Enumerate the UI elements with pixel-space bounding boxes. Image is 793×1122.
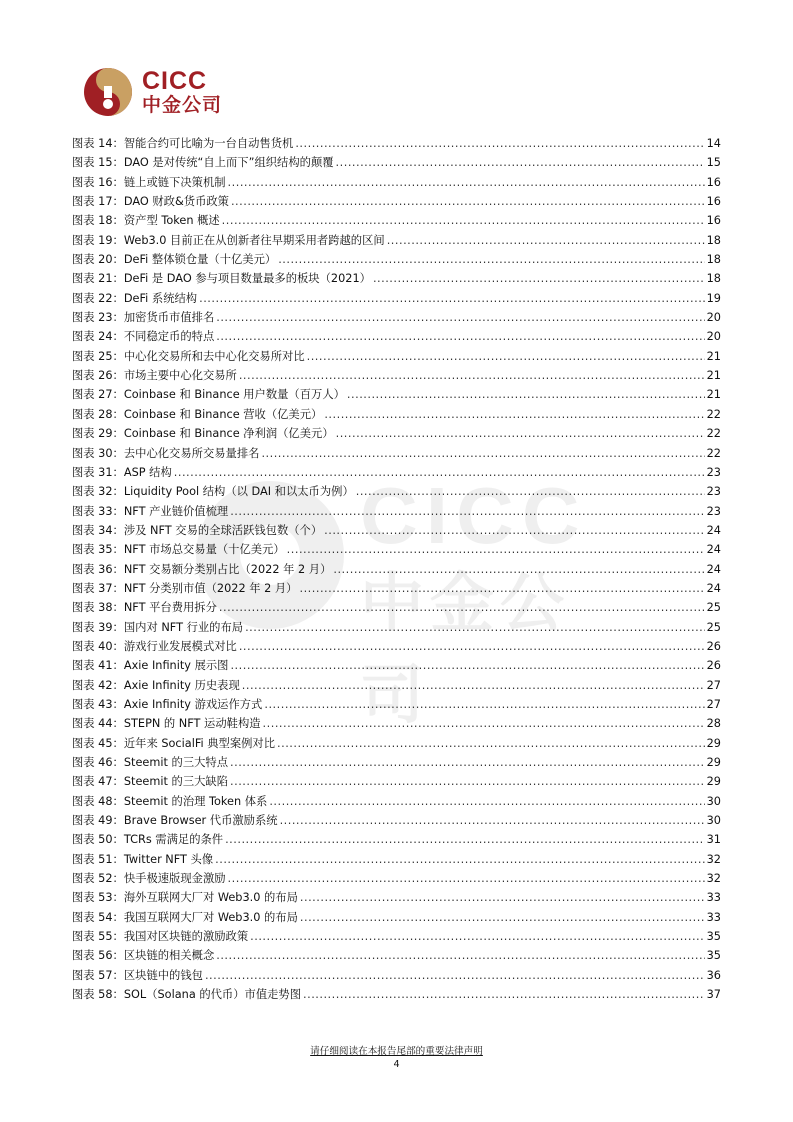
- toc-entry-title: Axie Infinity 历史表现: [123, 678, 240, 692]
- toc-entry-number: 图表 57：: [72, 968, 124, 982]
- toc-entry-page: 24: [706, 562, 721, 576]
- toc-entry-number: 图表 25：: [72, 349, 124, 363]
- toc-entry[interactable]: [72, 134, 721, 153]
- toc-leader-dots: [373, 269, 705, 288]
- toc-entry-number: 图表 29：: [72, 427, 124, 441]
- cicc-logo: [82, 66, 242, 120]
- toc-entry-title: DeFi 是 DAO 参与项目数量最多的板块（2021）: [123, 272, 371, 286]
- toc-entry[interactable]: [72, 772, 721, 791]
- toc-entry-page: 24: [706, 581, 721, 595]
- toc-entry-page: 26: [706, 659, 721, 673]
- toc-leader-dots: [263, 714, 705, 733]
- toc-entry-page: 35: [706, 949, 721, 963]
- toc-leader-dots: [216, 308, 704, 327]
- toc-entry-title: 智能合约可比喻为一台自动售货机: [123, 137, 294, 150]
- toc-entry[interactable]: [72, 231, 721, 250]
- page-number: 4: [393, 1059, 400, 1070]
- toc-entry-title: Steemit 的治理 Token 体系: [123, 794, 268, 808]
- toc-entry-page: 22: [706, 427, 721, 441]
- toc-entry-title: NFT 平台费用拆分: [123, 601, 217, 615]
- toc-entry-number: 图表 54：: [72, 910, 124, 924]
- toc-entry-number: 图表 40：: [72, 639, 124, 653]
- toc-leader-dots: [225, 830, 705, 849]
- toc-entry[interactable]: [72, 405, 721, 424]
- toc-entry-title: NFT 产业链价值梳理: [123, 504, 229, 518]
- toc-entry-page: 16: [706, 175, 721, 189]
- toc-entry-title: 游戏行业发展模式对比: [123, 639, 237, 653]
- toc-entry-number: 图表 37：: [72, 581, 124, 595]
- toc-leader-dots: [242, 676, 705, 695]
- toc-entry-number: 图表 19：: [72, 233, 124, 247]
- toc-leader-dots: [278, 250, 704, 269]
- toc-entry-page: 22: [706, 407, 721, 421]
- toc-entry-title: Steemit 的三大特点: [123, 756, 229, 769]
- toc-leader-dots: [174, 463, 705, 482]
- toc-entry[interactable]: [72, 211, 721, 230]
- toc-entry-page: 35: [706, 930, 721, 944]
- toc-entry[interactable]: [72, 946, 721, 965]
- toc-entry-number: 图表 27：: [72, 388, 124, 402]
- toc-entry-number: 图表 26：: [72, 369, 124, 383]
- toc-entry[interactable]: [72, 308, 721, 327]
- toc-entry-number: 图表 20：: [72, 253, 124, 267]
- toc-entry-title: Coinbase 和 Binance 用户数量（百万人）: [123, 388, 345, 402]
- toc-entry-number: 图表 18：: [72, 214, 124, 228]
- toc-entry-number: 图表 15：: [72, 156, 124, 170]
- toc-entry-title: 快手极速版现金激励: [123, 872, 226, 886]
- cicc-emblem-icon: [82, 66, 134, 118]
- toc-entry-title: 去中心化交易所交易量排名: [123, 446, 260, 460]
- toc-entry-number: 图表 42：: [72, 678, 124, 692]
- toc-leader-dots: [307, 347, 705, 366]
- toc-entry-title: Twitter NFT 头像: [123, 852, 214, 866]
- toc-entry-title: 近年来 SocialFi 典型案例对比: [123, 736, 276, 750]
- toc-entry-page: 14: [706, 137, 721, 150]
- toc-entry-page: 20: [706, 330, 721, 344]
- toc-entry-page: 27: [706, 678, 721, 692]
- toc-entry-title: 国内对 NFT 行业的布局: [123, 620, 244, 634]
- toc-leader-dots: [295, 134, 704, 153]
- toc-leader-dots: [299, 579, 704, 598]
- toc-entry[interactable]: [72, 424, 721, 443]
- toc-entry-title: 链上或链下决策机制: [123, 175, 226, 189]
- toc-entry[interactable]: [72, 676, 721, 695]
- toc-leader-dots: [300, 888, 705, 907]
- toc-entry-page: 23: [706, 485, 721, 499]
- toc-entry-title: 加密货币市值排名: [123, 311, 215, 325]
- toc-leader-dots: [219, 598, 705, 617]
- toc-entry-page: 30: [706, 814, 721, 828]
- toc-entry-page: 27: [706, 697, 721, 711]
- toc-leader-dots: [230, 656, 704, 675]
- toc-leader-dots: [230, 502, 704, 521]
- toc-entry-title: SOL（Solana 的代币）市值走势图: [123, 988, 302, 1002]
- toc-entry[interactable]: [72, 250, 721, 269]
- toc-entry[interactable]: [72, 482, 721, 501]
- toc-entry[interactable]: [72, 753, 721, 772]
- toc-entry-number: 图表 38：: [72, 601, 124, 615]
- logo-text-cn: 中金公司: [142, 94, 223, 116]
- toc-leader-dots: [336, 424, 705, 443]
- toc-entry-page: 24: [706, 523, 721, 537]
- toc-entry[interactable]: [72, 850, 721, 869]
- toc-leader-dots: [205, 966, 705, 985]
- toc-entry-page: 19: [706, 291, 721, 305]
- toc-leader-dots: [231, 192, 705, 211]
- toc-entry-title: 中心化交易所和去中心化交易所对比: [123, 349, 305, 363]
- toc-leader-dots: [245, 618, 705, 637]
- toc-entry[interactable]: [72, 173, 721, 192]
- toc-entry[interactable]: [72, 656, 721, 675]
- toc-entry-number: 图表 17：: [72, 195, 124, 209]
- toc-entry-page: 29: [706, 756, 721, 769]
- toc-entry-number: 图表 55：: [72, 930, 124, 944]
- toc-entry-page: 21: [706, 349, 721, 363]
- toc-entry-page: 18: [706, 233, 721, 247]
- toc-entry[interactable]: [72, 560, 721, 579]
- toc-leader-dots: [222, 211, 705, 230]
- toc-entry-number: 图表 23：: [72, 311, 124, 325]
- toc-entry-title: 市场主要中心化交易所: [123, 369, 237, 383]
- toc-entry-number: 图表 45：: [72, 736, 124, 750]
- toc-entry-title: 我国互联网大厂对 Web3.0 的布局: [123, 910, 298, 924]
- toc-entry-page: 29: [706, 736, 721, 750]
- toc-entry-page: 15: [706, 156, 721, 170]
- toc-entry[interactable]: [72, 695, 721, 714]
- toc-leader-dots: [239, 637, 705, 656]
- toc-entry-page: 31: [706, 833, 721, 847]
- toc-entry-number: 图表 43：: [72, 697, 124, 711]
- toc-entry-title: Liquidity Pool 结构（以 DAI 和以太币为例）: [123, 485, 354, 499]
- toc-leader-dots: [199, 289, 705, 308]
- toc-entry[interactable]: [72, 327, 721, 346]
- toc-entry-title: Coinbase 和 Binance 营收（亿美元）: [123, 407, 323, 421]
- toc-leader-dots: [239, 366, 705, 385]
- toc-entry[interactable]: [72, 811, 721, 830]
- toc-entry-title: DAO 财政&货币政策: [123, 195, 229, 209]
- toc-entry-number: 图表 21：: [72, 272, 124, 286]
- toc-entry-page: 21: [706, 388, 721, 402]
- logo-text-en: CICC: [142, 67, 208, 95]
- toc-entry-title: 海外互联网大厂对 Web3.0 的布局: [123, 891, 298, 905]
- toc-entry-page: 21: [706, 369, 721, 383]
- toc-entry[interactable]: [72, 734, 721, 753]
- toc-entry[interactable]: [72, 269, 721, 288]
- toc-leader-dots: [269, 792, 704, 811]
- toc-entry-title: DeFi 系统结构: [123, 291, 198, 305]
- toc-entry-page: 16: [706, 214, 721, 228]
- toc-entry-page: 36: [706, 968, 721, 982]
- toc-entry-title: 区块链的相关概念: [123, 949, 215, 963]
- toc-entry[interactable]: [72, 502, 721, 521]
- toc-leader-dots: [347, 385, 705, 404]
- toc-leader-dots: [264, 695, 704, 714]
- toc-entry-number: 图表 49：: [72, 814, 124, 828]
- toc-leader-dots: [228, 173, 705, 192]
- toc-entry-page: 37: [706, 988, 721, 1002]
- toc-entry-title: 涉及 NFT 交易的全球活跃钱包数（个）: [123, 523, 323, 537]
- toc-entry[interactable]: [72, 927, 721, 946]
- toc-entry[interactable]: [72, 985, 721, 1004]
- toc-entry-title: Web3.0 目前正在从创新者往早期采用者跨越的区间: [123, 233, 385, 247]
- toc-entry-page: 22: [706, 446, 721, 460]
- toc-entry[interactable]: [72, 192, 721, 211]
- toc-leader-dots: [216, 327, 704, 346]
- toc-leader-dots: [228, 869, 705, 888]
- toc-entry-title: 我国对区块链的激励政策: [123, 930, 249, 944]
- toc-entry-title: NFT 交易额分类别占比（2022 年 2 月）: [123, 562, 332, 576]
- toc-entry-title: STEPN 的 NFT 运动鞋构造: [123, 717, 261, 731]
- toc-entry-title: NFT 市场总交易量（十亿美元）: [123, 543, 285, 557]
- toc-entry-page: 26: [706, 639, 721, 653]
- toc-entry-number: 图表 51：: [72, 852, 124, 866]
- toc-entry-title: Brave Browser 代币激励系统: [123, 814, 278, 828]
- toc-leader-dots: [324, 521, 704, 540]
- toc-entry-number: 图表 58：: [72, 988, 124, 1002]
- toc-entry-page: 24: [706, 543, 721, 557]
- toc-entry-page: 25: [706, 620, 721, 634]
- toc-entry-page: 23: [706, 465, 721, 479]
- toc-entry-page: 18: [706, 253, 721, 267]
- toc-entry-number: 图表 16：: [72, 175, 124, 189]
- toc-entry[interactable]: [72, 888, 721, 907]
- toc-leader-dots: [215, 850, 704, 869]
- toc-entry-page: 32: [706, 872, 721, 886]
- toc-entry-number: 图表 44：: [72, 717, 124, 731]
- toc-entry-number: 图表 34：: [72, 523, 124, 537]
- toc-leader-dots: [261, 444, 704, 463]
- toc-entry-page: 28: [706, 717, 721, 731]
- toc-entry[interactable]: [72, 385, 721, 404]
- watermark-text-cn: 中金公司: [360, 567, 570, 733]
- toc-leader-dots: [230, 772, 705, 791]
- toc-entry-number: 图表 46：: [72, 756, 124, 769]
- toc-entry-number: 图表 47：: [72, 775, 124, 789]
- toc-entry-number: 图表 33：: [72, 504, 124, 518]
- toc-leader-dots: [277, 734, 705, 753]
- toc-entry-number: 图表 14：: [72, 137, 124, 150]
- toc-entry-number: 图表 32：: [72, 485, 124, 499]
- toc-leader-dots: [387, 231, 705, 250]
- toc-entry[interactable]: [72, 521, 721, 540]
- toc-entry-title: Steemit 的三大缺陷: [123, 775, 229, 789]
- toc-entry-number: 图表 48：: [72, 794, 124, 808]
- toc-entry-title: NFT 分类别市值（2022 年 2 月）: [123, 581, 298, 595]
- toc-entry-title: Coinbase 和 Binance 净利润（亿美元）: [123, 427, 334, 441]
- toc-entry-title: 区块链中的钱包: [123, 968, 203, 982]
- toc-leader-dots: [250, 927, 704, 946]
- toc-entry[interactable]: [72, 598, 721, 617]
- toc-entry[interactable]: [72, 618, 721, 637]
- toc-entry-number: 图表 35：: [72, 543, 124, 557]
- toc-entry-number: 图表 53：: [72, 891, 124, 905]
- table-of-figures: [72, 134, 721, 1004]
- toc-entry-number: 图表 39：: [72, 620, 124, 634]
- toc-entry-number: 图表 24：: [72, 330, 124, 344]
- toc-entry-page: 20: [706, 311, 721, 325]
- toc-entry-number: 图表 36：: [72, 562, 124, 576]
- toc-entry-number: 图表 52：: [72, 872, 124, 886]
- toc-entry[interactable]: [72, 579, 721, 598]
- toc-entry-number: 图表 30：: [72, 446, 124, 460]
- toc-entry-title: 资产型 Token 概述: [123, 214, 220, 228]
- toc-leader-dots: [356, 482, 705, 501]
- toc-entry[interactable]: [72, 792, 721, 811]
- toc-leader-dots: [324, 405, 704, 424]
- toc-entry-page: 25: [706, 601, 721, 615]
- toc-entry-page: 32: [706, 852, 721, 866]
- toc-entry[interactable]: [72, 463, 721, 482]
- toc-entry-title: DeFi 整体锁仓量（十亿美元）: [123, 253, 277, 267]
- toc-entry[interactable]: [72, 714, 721, 733]
- toc-entry-title: TCRs 需满足的条件: [123, 833, 224, 847]
- toc-entry-title: Axie Infinity 展示图: [123, 659, 229, 673]
- toc-entry-title: 不同稳定币的特点: [123, 330, 215, 344]
- toc-entry-number: 图表 28：: [72, 407, 124, 421]
- toc-leader-dots: [287, 540, 705, 559]
- toc-leader-dots: [216, 946, 704, 965]
- toc-entry-page: 33: [706, 891, 721, 905]
- toc-entry[interactable]: [72, 966, 721, 985]
- toc-entry[interactable]: [72, 289, 721, 308]
- toc-entry[interactable]: [72, 908, 721, 927]
- watermark-text-en: CICC: [360, 471, 588, 560]
- toc-entry-page: 23: [706, 504, 721, 518]
- toc-entry-number: 图表 56：: [72, 949, 124, 963]
- toc-entry[interactable]: [72, 540, 721, 559]
- toc-entry[interactable]: [72, 366, 721, 385]
- toc-entry-page: 29: [706, 775, 721, 789]
- toc-entry-number: 图表 22：: [72, 291, 124, 305]
- toc-entry-title: DAO 是对传统“自上而下”组织结构的颠覆: [123, 156, 334, 170]
- toc-entry[interactable]: [72, 869, 721, 888]
- toc-entry-title: Axie Infinity 游戏运作方式: [123, 697, 263, 711]
- toc-leader-dots: [336, 153, 705, 172]
- toc-entry[interactable]: [72, 637, 721, 656]
- toc-entry-number: 图表 31：: [72, 465, 124, 479]
- toc-leader-dots: [230, 753, 705, 772]
- toc-leader-dots: [280, 811, 705, 830]
- toc-entry-number: 图表 50：: [72, 833, 124, 847]
- toc-entry[interactable]: [72, 153, 721, 172]
- legal-notice-link[interactable]: 请仔细阅读在本报告尾部的重要法律声明: [310, 1046, 483, 1057]
- toc-leader-dots: [333, 560, 704, 579]
- toc-leader-dots: [303, 985, 705, 1004]
- toc-entry-page: 16: [706, 195, 721, 209]
- toc-entry-page: 30: [706, 794, 721, 808]
- toc-entry[interactable]: [72, 444, 721, 463]
- toc-leader-dots: [300, 908, 705, 927]
- toc-entry[interactable]: [72, 347, 721, 366]
- toc-entry-title: ASP 结构: [123, 465, 172, 479]
- toc-entry-page: 18: [706, 272, 721, 286]
- toc-entry-page: 33: [706, 910, 721, 924]
- toc-entry-number: 图表 41：: [72, 659, 124, 673]
- toc-entry[interactable]: [72, 830, 721, 849]
